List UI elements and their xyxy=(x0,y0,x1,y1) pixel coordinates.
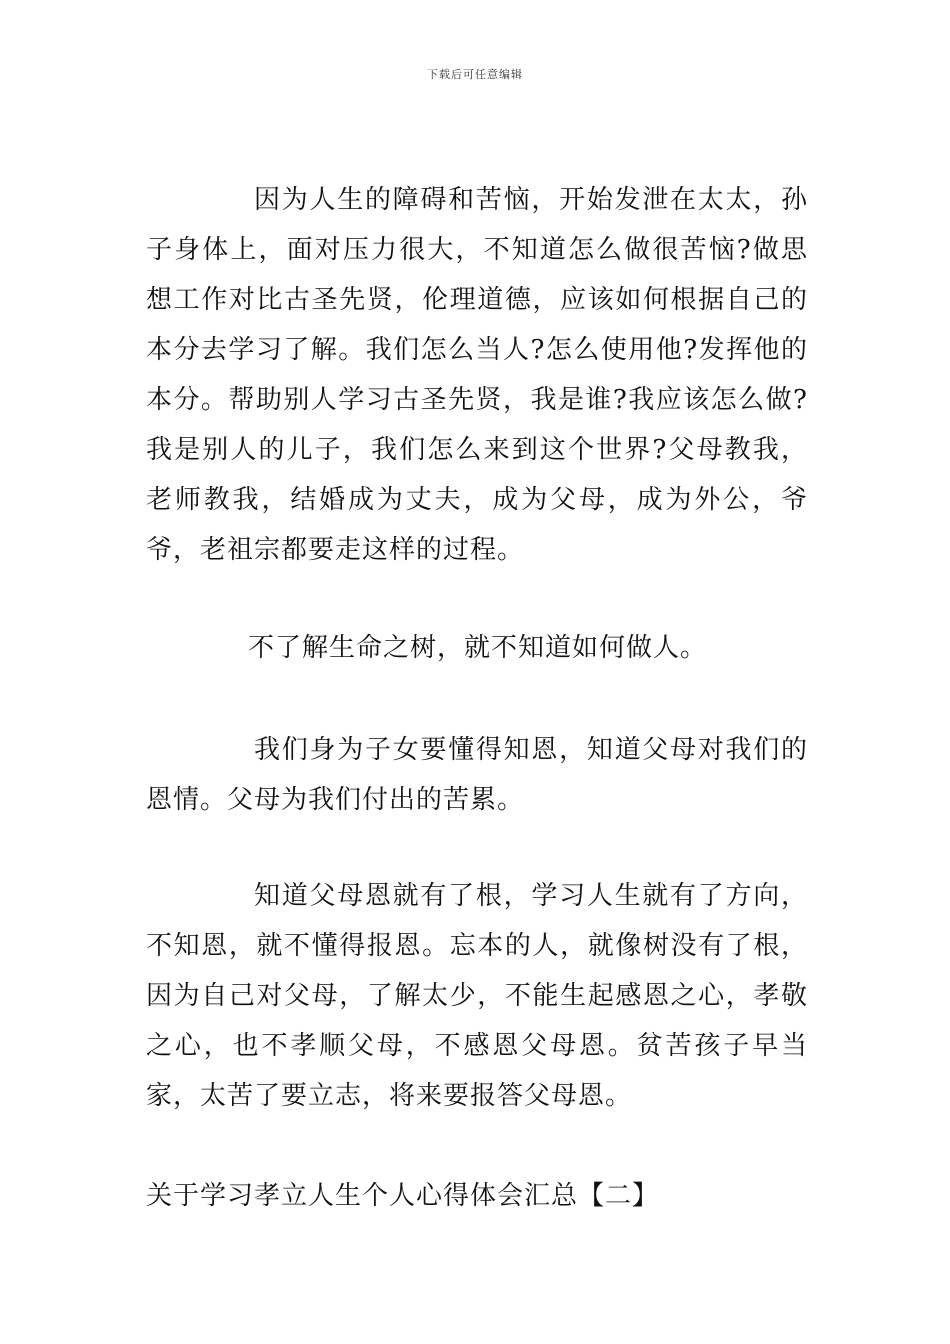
page-header-note: 下载后可任意编辑 xyxy=(427,68,523,81)
body-paragraph: 不了解生命之树，就不知道如何做人。 xyxy=(248,633,708,663)
body-paragraph: 我们身为子女要懂得知恩，知道父母对我们的恩情。父母为我们付出的苦累。 xyxy=(146,735,808,815)
section-heading: 关于学习孝立人生个人心得体会汇总【二】 xyxy=(146,1181,660,1211)
body-paragraph: 因为人生的障碍和苦恼，开始发泄在太太，孙子身体上，面对压力很大，不知道怎么做很苦恼?做思想工作对比古圣先贤，伦理道德，应该如何根据自己的本分去学习了解。我们怎么当人?怎么使用他?发挥他的本分。帮助别人学习古圣先贤，我是谁?我应该怎么做?我是别人的儿子，我们怎么来到这个世界?父母教我，老师教我，结婚成为丈夫，成为父母，成为外公，爷爷，老祖宗都要走这样的过程。 xyxy=(146,185,808,565)
body-paragraph: 知道父母恩就有了根，学习人生就有了方向，不知恩，就不懂得报恩。忘本的人，就像树没有了根，因为自己对父母，了解太少，不能生起感恩之心，孝敬之心，也不孝顺父母，不感恩父母恩。贫苦孩子早当家，太苦了要立志，将来要报答父母恩。 xyxy=(146,881,808,1111)
